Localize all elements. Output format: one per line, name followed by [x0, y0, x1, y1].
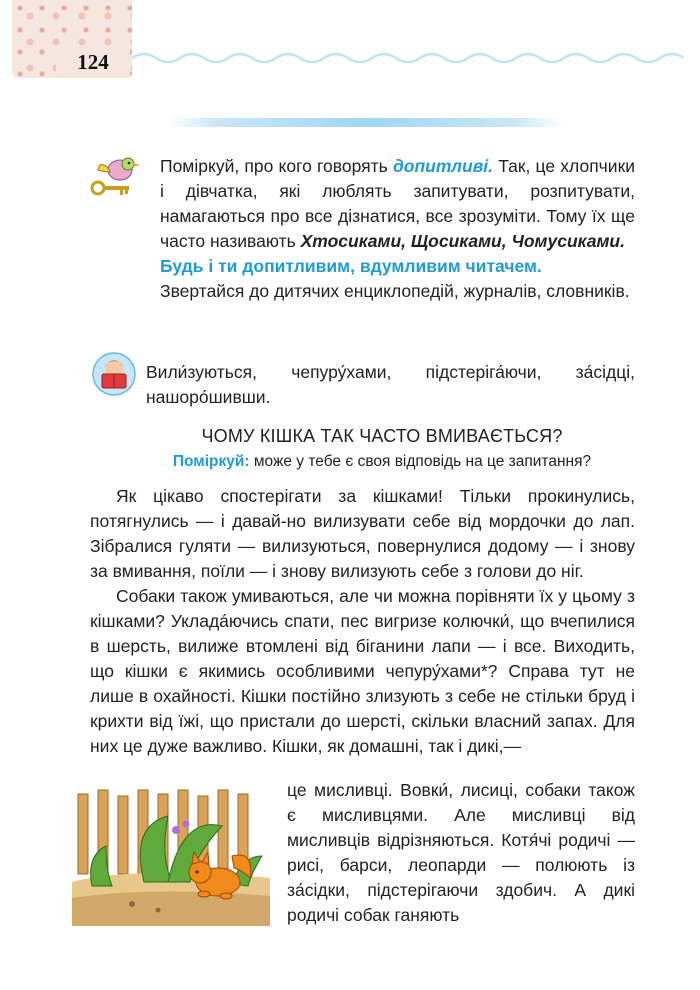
- reader-call: Будь і ти допитливим, вдумливим читачем.: [160, 256, 542, 276]
- story-prompt: [62, 453, 700, 471]
- vocabulary-line-1: Вили́зуються, чепуру́хами, підстерiга́ючи, за́сідці,: [146, 362, 635, 382]
- reading-child-icon: [92, 352, 136, 396]
- story-paragraph-2-continued: це мисливці. Вовки́, лисиці, собаки також є мисливцями. Але мисливці від мисливців відрізняються. Котя́чі родичі — рисі, барси, леопарди — полюють із за́сідки, підстерігаючи здобич. А дикі родичі собак ганяють: [287, 780, 635, 925]
- story-paragraph-1: Як цікаво спостерігати за кішками! Тільки прокинулись, потягнулись — і давай-но вилизувати себе від мордочки до лап. Зібралися гуляти — вилизуються, повернулися додому — і знову за вмивання, поїли — і знову вилизують себе з голови до ніг.: [90, 486, 635, 581]
- reader-advice: Звертайся до дитячих енциклопедій, журналів, словників.: [160, 281, 630, 301]
- prompt-text: може у тебе є своя відповідь на це запитання?: [249, 453, 592, 470]
- fox-in-grass-illustration: [72, 786, 270, 926]
- prompt-label: Поміркуй:: [172, 453, 250, 470]
- story-paragraph-2: Собаки також умиваються, але чи можна порівняти їх у цьому з кішками? Укладáючись спати, пес вигризе колючки́, що вчепилися в шерсть, вилиже втомлені від біганини лапи — і все. Виходить, що кішки є якимись особливими чепуру́хами*? Справа тут не лише в охайності. Кішки постійно злизують з себе не стільки бруд і крихти від їжі, що пристали до шерсті, скільки власний запах. Для них це дуже важливо. Кішки, як домашні, так і дикі,—: [90, 586, 635, 756]
- nicknames: Хтосиками, Щосиками, Чомусиками.: [300, 231, 625, 251]
- think-body: Так, це хлопчики і дівчатка, які люблять запитувати, розпитувати, намагаються про все дізнатися, все зрозуміти. Тому їх ще часто називають: [160, 156, 636, 251]
- keyword-curious: допитливі.: [392, 156, 494, 176]
- vocabulary-line-2: нашоро́шивши.: [146, 387, 271, 407]
- think-intro: Поміркуй, про кого говорять: [160, 156, 393, 176]
- decorative-wave: [132, 48, 694, 68]
- page-number: 124: [56, 46, 130, 78]
- think-block: [160, 154, 635, 304]
- section-divider: [168, 118, 563, 127]
- bird-with-key-icon: [86, 150, 144, 202]
- story-title: ЧОМУ КІШКА ТАК ЧАСТО ВМИВАЄТЬСЯ?: [201, 426, 563, 446]
